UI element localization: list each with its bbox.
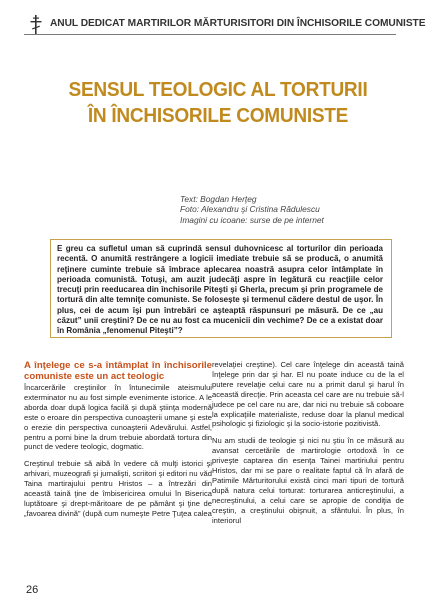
credit-text: Text: Bogdan Herţeg (180, 194, 257, 204)
paragraph: Creştinul trebuie să aibă în vedere că mulţi istorici şi arhivari, muzeografi şi jurnalişti, scriitori şi editori nu văd Taina martirajului pentru Hristos – a întrezări din această taină ţine de îmbisericirea omului în Biserica luptătoare şi drept-măritoare de pe pământ şi ţine de „favoarea divină” (după cum numeşte Petre Ţuţea calea (24, 459, 212, 518)
intro-text: E greu ca sufletul uman să cuprindă sensul duhovnicesc al torturilor din perioada recentă. O anumită restrângere a logicii imediate trebuie să se producă, o anumită reţinere cuminte trebuie să îmbrace aplecarea noastră asupra celor întâmplate în perioada comunistă. Totuşi, am auzit judecăţi aspre în legătură cu reacţiile celor trecuţi prin reeducarea din închisorile Piteşti şi Gherla, precum şi prin programele de tortură din alte temniţe comuniste. Se folosește și termenul cădere destul de uşor. În plus, cei de acum îşi pun întrebări ce aşteaptă răspunsuri pe măsură. De ce „au căzut” unii creştini? De ce nu au fost ca mucenicii din vechime? De ce a existat doar în România „fenomenul Piteşti”? (57, 244, 383, 336)
header-divider (24, 34, 396, 35)
title-line-1: SENSUL TEOLOGIC AL TORTURII (68, 78, 368, 101)
credit-photo: Foto: Alexandru şi Cristina Rădulescu (180, 204, 320, 215)
section-subheading: A înţelege ce s-a întâmplat în închisorile comuniste este un act teologic (24, 360, 212, 382)
article-title (56, 77, 380, 129)
right-column (212, 360, 404, 533)
credit-images: Imagini cu icoane: surse de pe internet (180, 214, 324, 225)
running-header (24, 12, 426, 42)
page-number: 26 (26, 584, 39, 596)
paragraph: revelaţiei creştine). Cel care înţelege din această taină înţelege prin dar şi har. El nu poate induce cu de la el putere revelaţie celui care nu a primit darul şi harul în această direcţie. Prin aceasta cel care are nu trebuie să-l judece pe cel care nu are, dar nici nu trebuie să coboare la explicaţiile materialiste, reduse doar la planul medical psihologic şi fiziologic şi la socio-istorie pozitivistă. (212, 360, 404, 429)
paragraph: Încarcerările creştinilor în întunecimile ateismului exterminator nu au fost simple evenimente istorice. A le aborda doar după logica facilă şi după ştiinţa modernă este o eroare din perspectiva cunoaşterii umane şi este o erezie din perspectiva cunoaşterii Adevărului. Astfel, pentru a porni bine la drum trebuie abordată tortura din punct de vedere teologic, dogmatic. (24, 383, 212, 452)
header-title: ANUL DEDICAT MARTIRILOR MĂRTURISITORI DIN ÎNCHISORILE COMUNISTE (50, 18, 426, 29)
paragraph: Nu am studii de teologie şi nici nu ştiu în ce măsură au avansat cercetările de martirologie ortodoxă în ce priveşte captarea din esenţa Tainei martiriului pentru Hristos, dar mi se pare o realitate faptul că în afară de Patimile Mărturitorului există cinci mari tipuri de tortură după natura celui torturat: torturarea anticreştinului, a necreştinului, a celui care se apropie de condiţia de creştin, a creştinului obişnuit, a sfântului. În plus, în interiorul (212, 436, 404, 525)
title-line-2: ÎN ÎNCHISORILE COMUNISTE (87, 104, 349, 127)
left-column (24, 360, 212, 526)
orthodox-cross-icon (30, 15, 42, 35)
intro-box (50, 239, 392, 338)
article-credits (180, 194, 324, 225)
